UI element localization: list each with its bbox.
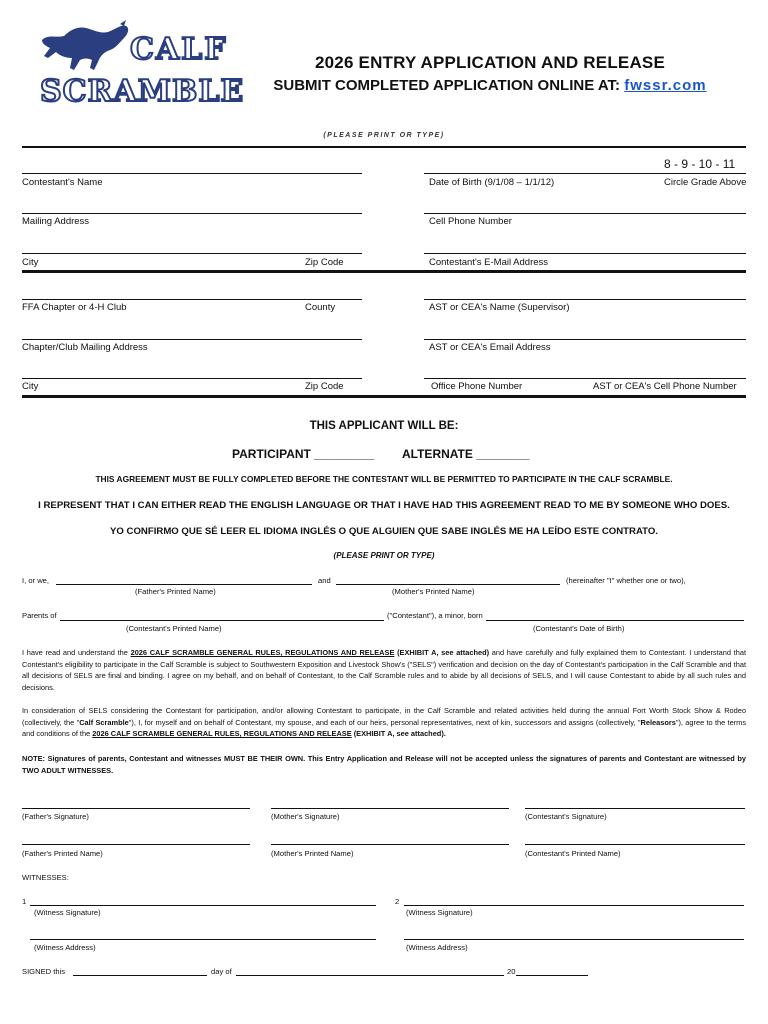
- witness-1-addr-caption: (Witness Address): [34, 943, 96, 952]
- club-mailing-line[interactable]: [22, 339, 362, 340]
- p1-rules-title: 2026 CALF SCRAMBLE GENERAL RULES, REGULATIONS AND RELEASE: [130, 648, 395, 657]
- dob-line[interactable]: [424, 173, 746, 174]
- i-or-we-label: I, or we,: [22, 576, 50, 585]
- p2-exhibit: (EXHIBIT A, see attached).: [351, 729, 446, 738]
- print-note: (PLEASE PRINT OR TYPE): [323, 132, 445, 139]
- witness-2-addr-caption: (Witness Address): [406, 943, 468, 952]
- section-divider: [22, 270, 746, 273]
- supervisor-email-line[interactable]: [424, 339, 746, 340]
- club-zip-label: Zip Code: [305, 381, 344, 392]
- p1-text-d: and have carefully and fully explained them to Contestant. I understand that Contestant's eligibility to participate in the Calf Scramble is subject to Southwestern Exposition and Livestock Show's ("SELS") verification and decision on the day of Contestant's participation in the Calf Scramble and that all decisions of SELS are final and binding. I agree on my behalf, and on behalf of Contestant, to the Calf Scramble rules and to abide by all decisions of SELS, and I will cause Contestant to abide by all such rules and decisions.: [22, 648, 747, 692]
- witness-2-signature-line[interactable]: [404, 905, 744, 906]
- p2-text-a: In consideration of SELS considering the Contestant for participation, and/or allowing Contestant to participate, in the Calf Scramble and related activities held during the annual Fort Worth Stock Show & Rodeo (collectively, the ": [22, 706, 746, 727]
- mailing-line[interactable]: [22, 213, 362, 214]
- witness-2-number: 2: [395, 897, 400, 906]
- witness-1-number: 1: [22, 897, 27, 906]
- p2-releasors: Releasors: [640, 717, 676, 727]
- and-label: and: [318, 576, 331, 585]
- mother-signature-line[interactable]: [271, 808, 509, 809]
- witness-2-address-line[interactable]: [404, 939, 744, 940]
- p2-rules-title: 2026 CALF SCRAMBLE GENERAL RULES, REGULATIONS AND RELEASE: [92, 729, 352, 738]
- contestant-sig-caption: (Contestant's Signature): [525, 812, 607, 821]
- contestant-dob-caption: (Contestant's Date of Birth): [533, 624, 625, 633]
- signed-this-label: SIGNED this: [22, 967, 66, 976]
- p2-text-e: "), agree to the terms and conditions of the: [22, 717, 747, 738]
- logo-word-scramble: SCRAMBLE: [40, 74, 245, 109]
- email-label: Contestant's E-Mail Address: [429, 257, 549, 268]
- club-city-label: City: [22, 381, 39, 392]
- calf-scramble-logo: [34, 18, 245, 128]
- city-label: City: [22, 257, 39, 268]
- supervisor-label: AST or CEA's Name (Supervisor): [429, 302, 570, 313]
- signed-day-line[interactable]: [73, 975, 207, 976]
- zip-label: Zip Code: [305, 257, 344, 268]
- dob-label: Date of Birth (9/1/08 – 1/1/12): [429, 177, 555, 188]
- contestant-printed-caption: (Contestant's Printed Name): [126, 624, 222, 633]
- club-city-line[interactable]: [22, 378, 362, 379]
- father-printed-line[interactable]: [22, 844, 250, 845]
- witness-2-sig-caption: (Witness Signature): [406, 908, 473, 917]
- signed-year-line[interactable]: [516, 975, 588, 976]
- witnesses-label: WITNESSES:: [22, 873, 69, 882]
- print-note-2: (PLEASE PRINT OR TYPE): [333, 551, 435, 560]
- mother-printed-caption: (Mother's Printed Name): [392, 587, 475, 596]
- mailing-label: Mailing Address: [22, 216, 90, 227]
- phones-line[interactable]: [424, 378, 746, 379]
- spanish-notice: YO CONFIRMO QUE SÉ LEER EL IDIOMA INGLÉS O QUE ALGUIEN QUE SABE INGLÉS ME HA LEÍDO ESTE CONTRATO.: [110, 526, 658, 537]
- office-phone-label: Office Phone Number: [431, 381, 523, 392]
- contestant-printed-line[interactable]: [60, 620, 384, 621]
- club-line[interactable]: [22, 299, 362, 300]
- year-prefix: 20: [507, 967, 516, 976]
- day-of-label: day of: [211, 967, 232, 976]
- p2-calf-scramble: Calf Scramble: [79, 717, 129, 727]
- form-title: 2026 ENTRY APPLICATION AND RELEASE: [314, 53, 665, 72]
- mother-printed-line[interactable]: [271, 844, 509, 845]
- witness-1-sig-caption: (Witness Signature): [34, 908, 101, 917]
- form-subtitle: [230, 77, 750, 94]
- applicant-heading: THIS APPLICANT WILL BE:: [309, 420, 459, 432]
- witness-1-address-line[interactable]: [30, 939, 376, 940]
- alternate-option[interactable]: ALTERNATE ________: [402, 447, 530, 461]
- paragraph-rules: [22, 647, 746, 693]
- father-signature-line[interactable]: [22, 808, 250, 809]
- participant-option[interactable]: PARTICIPANT _________: [232, 447, 375, 461]
- city-line[interactable]: [22, 253, 362, 254]
- father-name-line[interactable]: [56, 584, 312, 585]
- contestant-dob-line[interactable]: [486, 620, 744, 621]
- email-line[interactable]: [424, 253, 746, 254]
- supervisor-email-label: AST or CEA's Email Address: [429, 342, 551, 353]
- p2-text-c: "), I, for myself and on behalf of Contestant, my spouse, and each of our heirs, personal representatives, next of kin, successors and assigns (collectively, ": [128, 717, 641, 727]
- paragraph-consideration: [22, 705, 746, 740]
- supervisor-line[interactable]: [424, 299, 746, 300]
- subtitle-text: SUBMIT COMPLETED APPLICATION ONLINE AT:: [273, 77, 621, 94]
- father-sig-caption: (Father's Signature): [22, 812, 89, 821]
- fwssr-link[interactable]: fwssr.com: [624, 77, 707, 94]
- logo-word-calf: CALF: [130, 32, 228, 67]
- contestant-name-line[interactable]: [22, 173, 362, 174]
- contestant-name-label: Contestant's Name: [22, 177, 103, 188]
- contestant-printed-sig-caption: (Contestant's Printed Name): [525, 849, 621, 858]
- english-notice: I REPRESENT THAT I CAN EITHER READ THE ENGLISH LANGUAGE OR THAT I HAVE HAD THIS AGREEMENT READ TO ME BY SOMEONE WHO DOES.: [38, 500, 730, 511]
- contestant-signature-line[interactable]: [525, 808, 745, 809]
- mother-sig-caption: (Mother's Signature): [271, 812, 340, 821]
- grade-options[interactable]: 8 - 9 - 10 - 11: [664, 157, 736, 171]
- mother-name-line[interactable]: [336, 584, 560, 585]
- contestant-printed-sig-line[interactable]: [525, 844, 745, 845]
- circle-grade-label: Circle Grade Above: [664, 177, 747, 188]
- supervisor-cell-label: AST or CEA's Cell Phone Number: [593, 381, 737, 392]
- header-rule: [22, 146, 746, 148]
- p1-exhibit: (EXHIBIT A, see attached): [394, 648, 490, 657]
- father-printed-caption: (Father's Printed Name): [135, 587, 216, 596]
- agreement-notice: THIS AGREEMENT MUST BE FULLY COMPLETED BEFORE THE CONTESTANT WILL BE PERMITTED TO PARTICIPATE IN THE CALF SCRAMBLE.: [95, 474, 673, 484]
- signature-note: NOTE: Signatures of parents, Contestant and witnesses MUST BE THEIR OWN. This Entry Application and Release will not be accepted unless the signatures of parents and Contestant are witnessed by TWO ADULT WITNESSES.: [22, 754, 746, 775]
- witness-1-signature-line[interactable]: [30, 905, 376, 906]
- cell-line[interactable]: [424, 213, 746, 214]
- mother-printed-sig-caption: (Mother's Printed Name): [271, 849, 354, 858]
- parents-of-label: Parents of: [22, 611, 57, 620]
- section-divider-2: [22, 395, 746, 398]
- p1-text-a: I have read and understand the: [22, 648, 131, 657]
- cell-label: Cell Phone Number: [429, 216, 512, 227]
- hereinafter-label: (hereinafter "I" whether one or two),: [566, 576, 686, 585]
- signed-month-line[interactable]: [236, 975, 504, 976]
- club-mailing-label: Chapter/Club Mailing Address: [22, 342, 148, 353]
- father-printed-sig-caption: (Father's Printed Name): [22, 849, 103, 858]
- contestant-minor-label: ("Contestant"), a minor, born: [387, 611, 483, 620]
- club-label: FFA Chapter or 4-H Club: [22, 302, 127, 313]
- county-label: County: [305, 302, 336, 313]
